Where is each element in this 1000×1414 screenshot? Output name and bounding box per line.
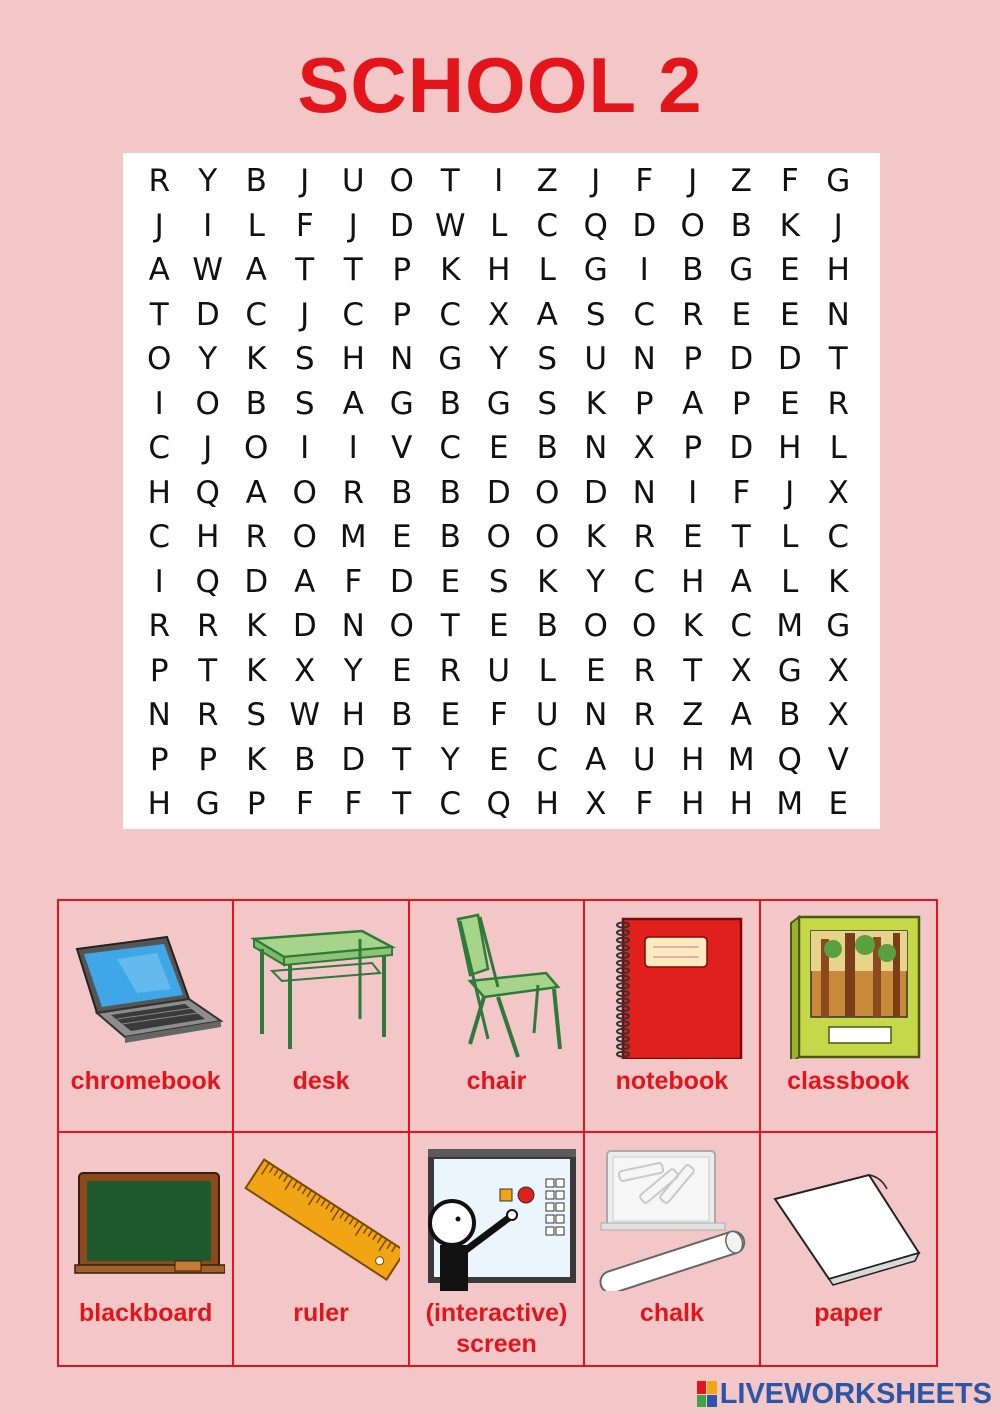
grid-letter[interactable]: C: [536, 207, 559, 244]
grid-letter[interactable]: O: [535, 519, 560, 556]
grid-letter[interactable]: A: [585, 741, 607, 778]
grid-letter[interactable]: H: [729, 786, 753, 823]
grid-letter[interactable]: P: [246, 786, 266, 823]
card-label-line1: (interactive): [425, 1299, 568, 1327]
grid-letter[interactable]: K: [779, 207, 800, 244]
grid-letter[interactable]: Q: [195, 563, 220, 600]
grid-letter[interactable]: F: [489, 697, 508, 734]
card-paper: [761, 1133, 936, 1365]
grid-letter[interactable]: B: [391, 697, 413, 734]
grid-letter[interactable]: E: [391, 519, 412, 556]
grid-letter[interactable]: H: [341, 341, 365, 378]
grid-letter[interactable]: C: [439, 430, 462, 467]
grid-letter[interactable]: A: [730, 563, 752, 600]
grid-letter[interactable]: S: [246, 697, 267, 734]
grid-letter[interactable]: O: [680, 207, 705, 244]
grid-letter[interactable]: F: [732, 474, 751, 511]
grid-letter[interactable]: X: [827, 652, 849, 689]
grid-letter[interactable]: D: [195, 296, 220, 333]
card-label: chromebook: [70, 1067, 221, 1095]
card-desk: [234, 901, 409, 1133]
grid-letter[interactable]: J: [348, 207, 358, 244]
grid-letter[interactable]: I: [300, 430, 310, 467]
grid-letter[interactable]: S: [488, 563, 509, 600]
grid-letter[interactable]: R: [439, 652, 462, 689]
grid-letter[interactable]: L: [781, 519, 799, 556]
grid-letter[interactable]: X: [827, 697, 849, 734]
grid-letter[interactable]: I: [154, 385, 164, 422]
grid-letter[interactable]: R: [681, 296, 704, 333]
card-label: [410, 1298, 583, 1360]
grid-letter[interactable]: E: [488, 741, 509, 778]
grid-letter[interactable]: P: [149, 741, 169, 778]
grid-letter[interactable]: S: [294, 385, 315, 422]
grid-letter[interactable]: B: [536, 430, 558, 467]
grid-letter[interactable]: A: [730, 697, 752, 734]
grid-letter[interactable]: D: [244, 563, 269, 600]
grid-letter[interactable]: T: [295, 252, 315, 289]
grid-letter[interactable]: H: [535, 786, 559, 823]
grid-letter[interactable]: G: [729, 252, 754, 289]
card-chromebook: [59, 901, 234, 1133]
grid-letter[interactable]: H: [341, 697, 365, 734]
ruler-icon: [242, 1141, 400, 1291]
grid-letter[interactable]: L: [781, 563, 799, 600]
grid-letter[interactable]: F: [635, 786, 654, 823]
grid-letter[interactable]: U: [535, 697, 559, 734]
grid-letter[interactable]: C: [827, 519, 850, 556]
card-label: notebook: [615, 1067, 729, 1095]
grid-letter[interactable]: X: [488, 296, 510, 333]
grid-letter[interactable]: T: [343, 252, 363, 289]
blackboard-icon: [67, 1141, 225, 1291]
grid-letter[interactable]: O: [583, 608, 608, 645]
grid-letter[interactable]: Y: [343, 652, 363, 689]
grid-letter[interactable]: N: [341, 608, 365, 645]
grid-letter[interactable]: R: [148, 608, 171, 645]
grid-letter[interactable]: A: [245, 252, 267, 289]
grid-letter[interactable]: P: [392, 296, 412, 333]
grid-letter[interactable]: X: [294, 652, 316, 689]
card-chair: [410, 901, 585, 1133]
grid-letter[interactable]: C: [730, 608, 753, 645]
grid-letter[interactable]: E: [440, 697, 461, 734]
grid-letter[interactable]: E: [488, 608, 509, 645]
grid-letter[interactable]: P: [731, 385, 751, 422]
grid-letter[interactable]: M: [776, 608, 804, 645]
paper-icon: [769, 1141, 927, 1291]
grid-letter[interactable]: Z: [730, 163, 752, 200]
grid-letter[interactable]: E: [585, 652, 606, 689]
grid-letter[interactable]: B: [536, 608, 558, 645]
grid-letter[interactable]: K: [682, 608, 703, 645]
grid-letter[interactable]: X: [730, 652, 752, 689]
grid-letter[interactable]: D: [632, 207, 657, 244]
grid-letter[interactable]: T: [683, 652, 703, 689]
grid-letter[interactable]: O: [195, 385, 220, 422]
card-label: blackboard: [79, 1299, 213, 1327]
grid-letter[interactable]: E: [779, 385, 800, 422]
grid-letter[interactable]: R: [633, 519, 656, 556]
grid-letter[interactable]: H: [487, 252, 511, 289]
grid-letter[interactable]: T: [440, 608, 460, 645]
grid-letter[interactable]: T: [149, 296, 169, 333]
grid-letter[interactable]: A: [148, 252, 170, 289]
card-blackboard: [59, 1133, 234, 1365]
grid-letter[interactable]: Z: [536, 163, 558, 200]
card-label: chalk: [639, 1299, 704, 1327]
grid-letter[interactable]: G: [195, 786, 220, 823]
grid-letter[interactable]: M: [727, 741, 755, 778]
grid-letter[interactable]: K: [246, 341, 267, 378]
grid-letter[interactable]: U: [341, 163, 365, 200]
grid-letter[interactable]: O: [389, 163, 414, 200]
grid-letter[interactable]: L: [247, 207, 265, 244]
grid-letter[interactable]: S: [537, 341, 558, 378]
chair-icon: [418, 909, 576, 1059]
grid-letter[interactable]: X: [827, 474, 849, 511]
grid-letter[interactable]: A: [294, 563, 316, 600]
grid-letter[interactable]: F: [635, 163, 654, 200]
grid-letter[interactable]: F: [344, 563, 363, 600]
grid-letter[interactable]: C: [439, 786, 462, 823]
grid-letter[interactable]: G: [438, 341, 463, 378]
chalk-icon: [593, 1141, 751, 1291]
grid-letter[interactable]: C: [439, 296, 462, 333]
grid-letter[interactable]: G: [583, 252, 608, 289]
grid-letter[interactable]: S: [537, 385, 558, 422]
card-chalk: [585, 1133, 760, 1365]
grid-letter[interactable]: E: [731, 296, 752, 333]
grid-letter[interactable]: Q: [195, 474, 220, 511]
grid-letter[interactable]: O: [147, 341, 172, 378]
grid-letter[interactable]: L: [829, 430, 847, 467]
grid-letter[interactable]: E: [488, 430, 509, 467]
grid-letter[interactable]: P: [149, 652, 169, 689]
card-label: classbook: [787, 1067, 910, 1095]
grid-letter[interactable]: R: [196, 608, 219, 645]
grid-letter[interactable]: C: [245, 296, 268, 333]
grid-letter[interactable]: I: [688, 474, 698, 511]
grid-letter[interactable]: P: [683, 430, 703, 467]
grid-letter[interactable]: W: [289, 697, 321, 734]
grid-letter[interactable]: G: [777, 652, 802, 689]
grid-letter[interactable]: J: [300, 163, 310, 200]
grid-letter[interactable]: N: [826, 296, 850, 333]
grid-letter[interactable]: K: [585, 385, 606, 422]
grid-letter[interactable]: S: [294, 341, 315, 378]
grid-letter[interactable]: I: [639, 252, 649, 289]
grid-letter[interactable]: E: [682, 519, 703, 556]
grid-letter[interactable]: X: [633, 430, 655, 467]
card-label: paper: [814, 1299, 883, 1327]
grid-letter[interactable]: O: [389, 608, 414, 645]
grid-letter[interactable]: J: [203, 430, 213, 467]
grid-letter[interactable]: N: [584, 697, 608, 734]
card-notebook: [585, 901, 760, 1133]
grid-letter[interactable]: U: [632, 741, 656, 778]
grid-letter[interactable]: B: [439, 474, 461, 511]
grid-letter[interactable]: H: [681, 563, 705, 600]
grid-letter[interactable]: I: [494, 163, 504, 200]
grid-letter[interactable]: B: [391, 474, 413, 511]
grid-letter[interactable]: P: [634, 385, 654, 422]
grid-letter[interactable]: R: [245, 519, 268, 556]
grid-letter[interactable]: H: [778, 430, 802, 467]
grid-letter[interactable]: B: [439, 519, 461, 556]
grid-letter[interactable]: F: [295, 207, 314, 244]
vocabulary-cards: [57, 899, 938, 1367]
grid-letter[interactable]: K: [585, 519, 606, 556]
grid-letter[interactable]: G: [486, 385, 511, 422]
grid-letter[interactable]: K: [246, 608, 267, 645]
grid-letter[interactable]: S: [585, 296, 606, 333]
grid-letter[interactable]: F: [780, 163, 799, 200]
grid-letter[interactable]: J: [785, 474, 795, 511]
grid-letter[interactable]: H: [196, 519, 220, 556]
grid-letter[interactable]: J: [300, 296, 310, 333]
grid-letter[interactable]: T: [828, 341, 848, 378]
interactive-screen-icon: [418, 1141, 576, 1291]
grid-letter[interactable]: G: [826, 608, 851, 645]
grid-letter[interactable]: O: [244, 430, 269, 467]
grid-letter[interactable]: Q: [777, 741, 802, 778]
grid-letter[interactable]: C: [633, 563, 656, 600]
grid-letter[interactable]: T: [392, 741, 412, 778]
grid-letter[interactable]: E: [828, 786, 849, 823]
grid-letter[interactable]: R: [342, 474, 365, 511]
grid-letter[interactable]: U: [584, 341, 608, 378]
grid-letter[interactable]: L: [538, 252, 556, 289]
grid-letter[interactable]: O: [292, 474, 317, 511]
grid-letter[interactable]: R: [633, 697, 656, 734]
brand-name: LIVEWORKSHEETS: [719, 1377, 992, 1410]
grid-letter[interactable]: A: [245, 474, 267, 511]
grid-letter[interactable]: C: [536, 741, 559, 778]
desk-icon: [242, 909, 400, 1059]
grid-letter[interactable]: K: [246, 652, 267, 689]
grid-letter[interactable]: H: [147, 786, 171, 823]
liveworksheets-logo-icon: [697, 1381, 717, 1407]
grid-letter[interactable]: R: [148, 163, 171, 200]
grid-letter[interactable]: T: [731, 519, 751, 556]
grid-letter[interactable]: T: [440, 163, 460, 200]
card-interactive-screen: [410, 1133, 585, 1365]
grid-letter[interactable]: P: [198, 741, 218, 778]
grid-letter[interactable]: V: [827, 741, 849, 778]
grid-letter[interactable]: O: [535, 474, 560, 511]
laptop-icon: [67, 909, 225, 1059]
grid-letter[interactable]: B: [245, 163, 267, 200]
classbook-icon: [769, 909, 927, 1059]
grid-letter[interactable]: I: [154, 563, 164, 600]
grid-letter[interactable]: C: [148, 430, 171, 467]
grid-letter[interactable]: A: [342, 385, 364, 422]
grid-letter[interactable]: E: [440, 563, 461, 600]
grid-letter[interactable]: T: [392, 786, 412, 823]
grid-letter[interactable]: Q: [486, 786, 511, 823]
grid-letter[interactable]: H: [681, 741, 705, 778]
grid-letter[interactable]: Y: [198, 163, 218, 200]
grid-letter[interactable]: D: [486, 474, 511, 511]
grid-letter[interactable]: C: [633, 296, 656, 333]
grid-letter[interactable]: F: [344, 786, 363, 823]
grid-letter[interactable]: I: [203, 207, 213, 244]
grid-letter[interactable]: K: [828, 563, 849, 600]
word-search-grid: [123, 153, 880, 829]
grid-letter[interactable]: P: [683, 341, 703, 378]
grid-letter[interactable]: X: [585, 786, 607, 823]
grid-letter[interactable]: Y: [440, 741, 460, 778]
card-label-line2: screen: [456, 1330, 537, 1358]
grid-letter[interactable]: Z: [682, 697, 704, 734]
grid-letter[interactable]: E: [779, 252, 800, 289]
grid-letter[interactable]: D: [389, 563, 414, 600]
grid-letter[interactable]: D: [777, 341, 802, 378]
grid-letter[interactable]: M: [776, 786, 804, 823]
grid-letter[interactable]: D: [729, 341, 754, 378]
grid-letter[interactable]: G: [826, 163, 851, 200]
grid-letter[interactable]: V: [391, 430, 413, 467]
grid-letter[interactable]: E: [391, 652, 412, 689]
grid-letter[interactable]: N: [584, 430, 608, 467]
grid-letter[interactable]: D: [583, 474, 608, 511]
grid-letter[interactable]: D: [292, 608, 317, 645]
grid-letter[interactable]: J: [591, 163, 601, 200]
grid-letter[interactable]: D: [389, 207, 414, 244]
grid-letter[interactable]: J: [154, 207, 164, 244]
grid-letter[interactable]: J: [688, 163, 698, 200]
grid-letter[interactable]: B: [439, 385, 461, 422]
grid-letter[interactable]: B: [245, 385, 267, 422]
card-classbook: [761, 901, 936, 1133]
grid-letter[interactable]: T: [198, 652, 218, 689]
grid-letter[interactable]: B: [730, 207, 752, 244]
grid-letter[interactable]: B: [294, 741, 316, 778]
grid-letter[interactable]: D: [729, 430, 754, 467]
grid-letter[interactable]: R: [633, 652, 656, 689]
grid-letter[interactable]: C: [342, 296, 365, 333]
grid-letter[interactable]: R: [196, 697, 219, 734]
grid-letter[interactable]: L: [490, 207, 508, 244]
grid-letter[interactable]: G: [389, 385, 414, 422]
card-ruler: [234, 1133, 409, 1365]
grid-letter[interactable]: E: [779, 296, 800, 333]
grid-letter[interactable]: N: [390, 341, 414, 378]
grid-letter[interactable]: B: [779, 697, 801, 734]
grid-letter[interactable]: N: [632, 341, 656, 378]
notebook-icon: [593, 909, 751, 1059]
grid-letter[interactable]: Y: [489, 341, 509, 378]
card-label: chair: [466, 1067, 527, 1095]
grid-letter[interactable]: P: [392, 252, 412, 289]
grid-letter[interactable]: N: [632, 474, 656, 511]
grid-letter[interactable]: C: [148, 519, 171, 556]
grid-letter[interactable]: N: [147, 697, 171, 734]
grid-letter[interactable]: F: [295, 786, 314, 823]
grid-letter[interactable]: I: [348, 430, 358, 467]
grid-letter[interactable]: Q: [583, 207, 608, 244]
footer-brand: [697, 1378, 992, 1410]
grid-letter[interactable]: W: [192, 252, 224, 289]
grid-letter[interactable]: A: [682, 385, 704, 422]
grid-letter[interactable]: L: [538, 652, 556, 689]
grid-letter[interactable]: H: [681, 786, 705, 823]
grid-letter[interactable]: D: [341, 741, 366, 778]
grid-letter[interactable]: K: [537, 563, 558, 600]
grid-letter[interactable]: B: [682, 252, 704, 289]
grid-letter[interactable]: R: [827, 385, 850, 422]
grid-letter[interactable]: H: [826, 252, 850, 289]
grid-letter[interactable]: A: [536, 296, 558, 333]
grid-letter[interactable]: O: [632, 608, 657, 645]
grid-letter[interactable]: O: [292, 519, 317, 556]
letter-grid: [135, 159, 863, 827]
grid-letter[interactable]: M: [339, 519, 367, 556]
grid-letter[interactable]: O: [486, 519, 511, 556]
grid-letter[interactable]: W: [434, 207, 466, 244]
grid-letter[interactable]: H: [147, 474, 171, 511]
grid-letter[interactable]: J: [833, 207, 843, 244]
grid-letter[interactable]: K: [440, 252, 461, 289]
card-label: desk: [292, 1067, 350, 1095]
card-label: ruler: [293, 1299, 349, 1327]
grid-letter[interactable]: Y: [198, 341, 218, 378]
page-title: SCHOOL 2: [297, 41, 703, 129]
grid-letter[interactable]: U: [487, 652, 511, 689]
grid-letter[interactable]: K: [246, 741, 267, 778]
grid-letter[interactable]: Y: [586, 563, 606, 600]
